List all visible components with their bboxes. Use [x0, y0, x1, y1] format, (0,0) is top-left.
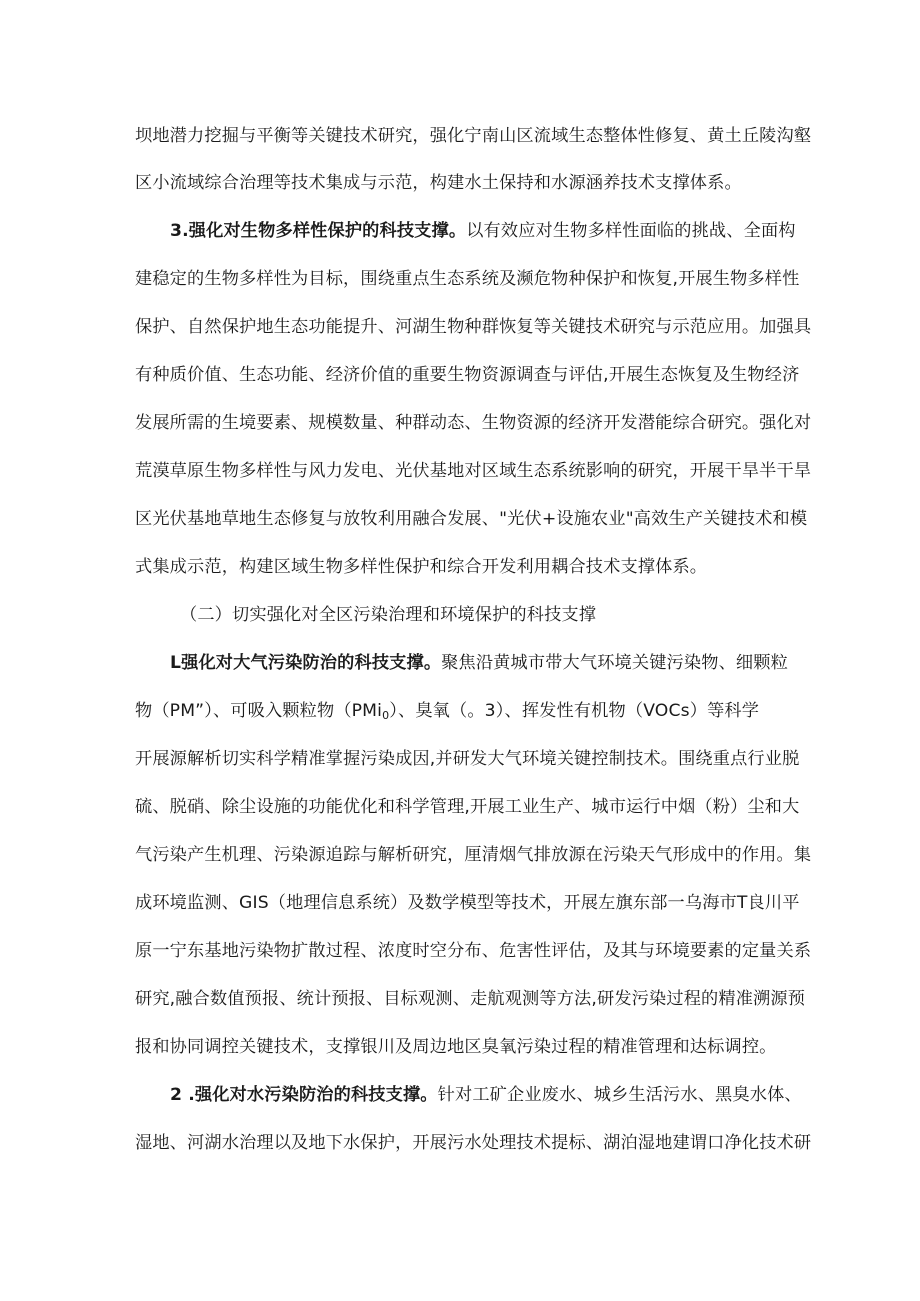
para4-line2: 湿地、河湖水治理以及地下水保护，开展污水处理技术提标、湖泊湿地建谓口净化技术研 [135, 1133, 812, 1153]
para3-line1-rest: 聚焦沿黄城市带大气环境关键污染物、细颗粒 [441, 653, 788, 673]
para2-line1-rest: 以有效应对生物多样性面临的挑战、全面构 [466, 221, 796, 241]
para1-line1: 坝地潜力挖掘与平衡等关键技术研究，强化宁南山区流域生态整体性修复、黄土丘陵沟壑 [135, 126, 812, 146]
para3-line5: 气污染产生机理、污染源追踪与解析研究，厘清烟气排放源在污染天气形成中的作用。集 [135, 845, 812, 865]
para3-line2-a: 物（PM”）、可吸入颗粒物（PMi [135, 701, 383, 721]
para3-line4: 硫、脱硝、除尘设施的功能优化和科学管理,开展工业生产、城市运行中烟（粉）尘和大 [135, 797, 800, 817]
para2-line7: 区光伏基地草地生态修复与放牧利用融合发展、"光伏+设施农业"高效生产关键技术和模 [135, 509, 808, 529]
para3-line3: 开展源解析切实科学精准掌握污染成因,并研发大气环境关键控制技术。围绕重点行业脱 [135, 749, 800, 769]
para3-line7: 原一宁东基地污染物扩散过程、浓度时空分布、危害性评估，及其与环境要素的定量关系 [135, 941, 812, 961]
para3-line1 [170, 652, 830, 674]
para3-line9: 报和协同调控关键技术，支撑银川及周边地区臭氧污染过程的精准管理和达标调控。 [135, 1037, 777, 1057]
para1-line2: 区小流域综合治理等技术集成与示范，构建水土保持和水源涵养技术支撑体系。 [135, 173, 742, 193]
para3-line2 [135, 700, 795, 727]
para4-heading: 2 .强化对水污染防治的科技支撑。 [170, 1085, 438, 1105]
para3-line2-sub: 0 [382, 709, 390, 722]
para2-line2: 建稳定的生物多样性为目标，围绕重点生态系统及濒危物种保护和恢复,开展生物多样性 [135, 269, 800, 289]
section-heading: （二）切实强化对全区污染治理和环境保护的科技支撑 [180, 605, 597, 625]
para2-line6: 荒漠草原生物多样性与风力发电、光伏基地对区域生态系统影响的研究，开展干旱半干旱 [135, 461, 812, 481]
para4-line1-rest: 针对工矿企业废水、城乡生活污水、黑臭水体、 [437, 1085, 802, 1105]
para3-line2-b: ）、臭氧（。3）、挥发性有机物（VOCs）等科学 [389, 701, 760, 721]
para2-line4: 有种质价值、生态功能、经济价值的重要生物资源调查与评估,开展生态恢复及生物经济 [135, 365, 800, 385]
para2-line3: 保护、自然保护地生态功能提升、河湖生物种群恢复等关键技术研究与示范应用。加强具 [135, 317, 812, 337]
para3-line8: 研究,融合数值预报、统计预报、目标观测、走航观测等方法,研发污染过程的精准溯源预 [135, 989, 806, 1009]
para2-heading: 3.强化对生物多样性保护的科技支撑。 [170, 221, 467, 241]
para3-heading: L强化对大气污染防治的科技支撑。 [170, 653, 442, 673]
para2-line5: 发展所需的生境要素、规模数量、种群动态、生物资源的经济开发潜能综合研究。强化对 [135, 413, 812, 433]
para2-line8: 式集成示范，构建区域生物多样性保护和综合开发利用耦合技术支撑体系。 [135, 557, 708, 577]
para3-line6: 成环境监测、GIS（地理信息系统）及数学模型等技术，开展左旗东部一乌海市T良川平 [135, 893, 800, 913]
para2-line1 [170, 220, 830, 242]
para4-line1 [170, 1084, 830, 1106]
